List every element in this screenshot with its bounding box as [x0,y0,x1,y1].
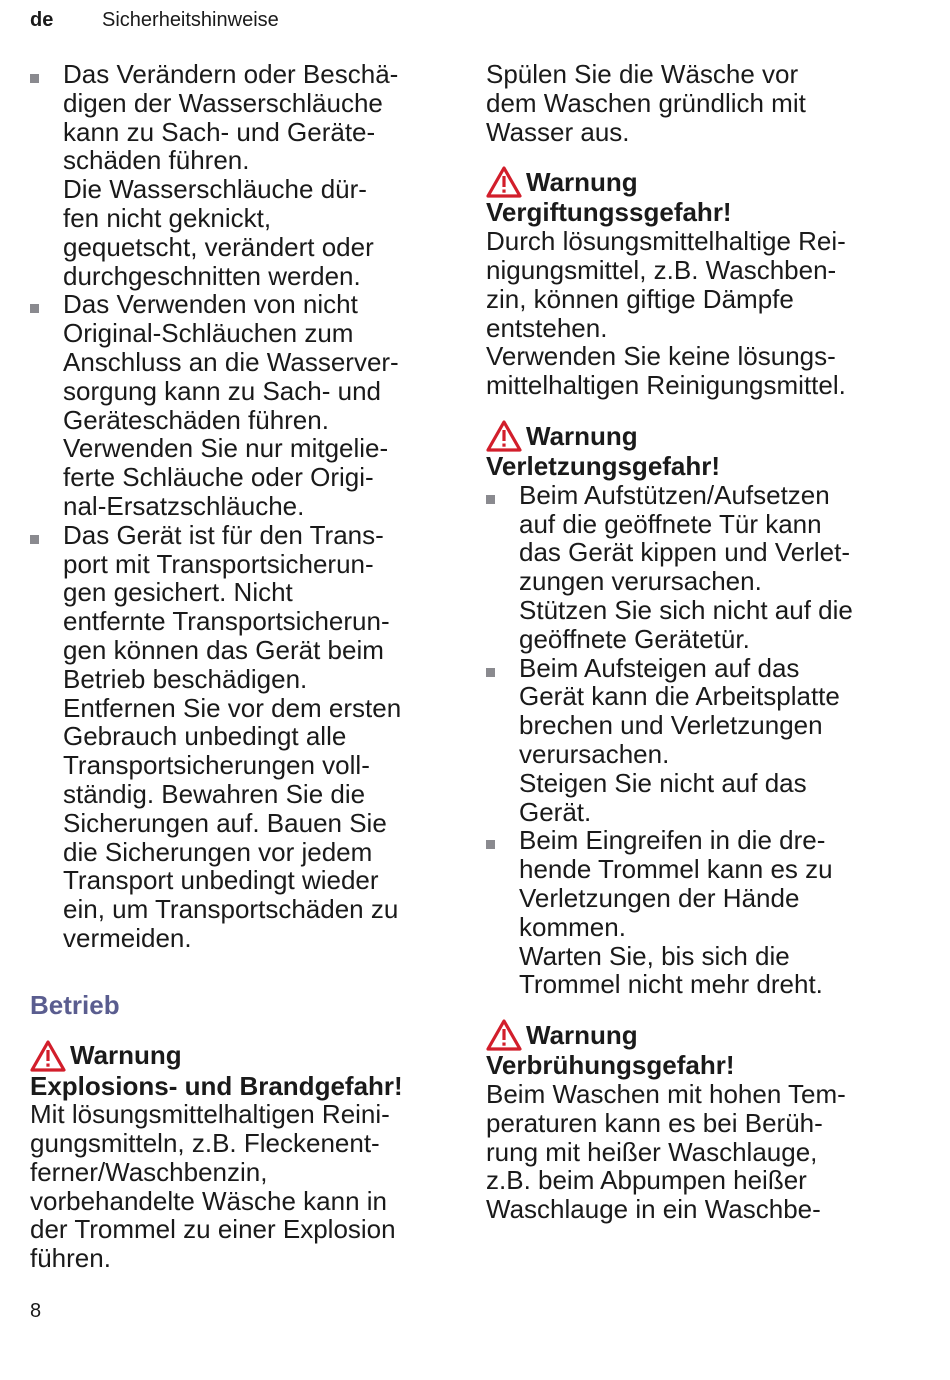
text-line: brechen und Verletzungen [519,710,823,741]
text-line: Transport unbedingt wieder [63,865,379,896]
hose-bullet-list [30,60,450,953]
warning-explosion [30,1040,450,1274]
page-number: 8 [30,1300,42,1322]
warning-label: Warnung [526,1019,638,1050]
warning-triangle-icon [486,166,522,198]
text-line: rung mit heißer Waschlauge, [486,1136,818,1167]
bullet-item [486,826,916,999]
text-line: Steigen Sie nicht auf das [519,767,807,798]
text-line: geöffnete Gerätetür. [519,623,750,654]
text-line: nigungsmittel, z.B. Waschben- [486,254,837,285]
text-line: Gerät. [519,796,592,827]
text-line: sorgung kann zu Sach- und [63,375,381,406]
text-line: schäden führen. [63,145,250,176]
text-line: ständig. Bewahren Sie die [63,778,366,809]
text-line: Verletzungen der Hände [519,882,800,913]
warning-text [30,1100,450,1273]
text-line: Gebrauch unbedingt alle [63,721,347,752]
warning-title [486,1019,916,1051]
text-line: vorbehandelte Wäsche kann in [30,1185,388,1216]
text-line: port mit Transportsicherun- [63,548,374,579]
text-line: fen nicht geknickt, [63,202,272,233]
text-line: zungen verursachen. [519,566,762,597]
bullet-item [30,60,450,290]
warning-injury [486,420,916,999]
text-line: Geräteschäden führen. [63,404,329,435]
warning-label: Warnung [526,420,638,451]
left-column [30,60,450,1273]
text-line: Das Verändern oder Beschä- [63,59,399,89]
text-line: durchgeschnitten werden. [63,260,361,291]
text-line: Beim Eingreifen in die dre- [519,825,826,856]
text-line: Entfernen Sie vor dem ersten [63,692,402,723]
text-line: vermeiden. [63,922,192,953]
text-line: z.B. beim Abpumpen heißer [486,1165,807,1196]
text-line: Wasser aus. [486,116,630,147]
warning-text [486,1080,916,1224]
text-line: Transportsicherungen voll- [63,750,370,781]
warning-subtitle: Verbrühungsgefahr! [486,1050,735,1081]
text-line: ferner/Waschbenzin, [30,1156,268,1187]
warning-title [30,1040,450,1072]
warning-subtitle: Vergiftungssgefahr! [486,197,732,228]
text-line: mittelhaltigen Reinigungsmittel. [486,370,846,401]
text-line: Beim Waschen mit hohen Tem- [486,1078,846,1109]
text-line: Warten Sie, bis sich die [519,940,790,971]
text-line: die Sicherungen vor jedem [63,836,373,867]
warning-label: Warnung [526,166,638,197]
text-line: verursachen. [519,738,670,769]
text-line: hende Trommel kann es zu [519,854,833,885]
text-line: Verwenden Sie nur mitgelie- [63,433,389,464]
text-line: das Gerät kippen und Verlet- [519,537,850,568]
text-line: ein, um Transportschäden zu [63,894,399,925]
text-line: Das Gerät ist für den Trans- [63,519,384,550]
text-line: gen gesichert. Nicht [63,577,293,608]
text-line: auf die geöffnete Tür kann [519,508,822,539]
text-line: gungsmitteln, z.B. Fleckenent- [30,1128,380,1159]
text-line: führen. [30,1243,111,1274]
text-line: Anschluss an die Wasserver- [63,346,399,377]
text-line: ferte Schläuche oder Origi- [63,462,374,493]
text-line: dem Waschen gründlich mit [486,87,806,118]
warning-scalding [486,1019,916,1224]
warning-triangle-icon [486,420,522,452]
warning-title [486,420,916,452]
warning-subtitle: Explosions- und Brandgefahr! [30,1070,403,1101]
warning-subtitle: Verletzungsgefahr! [486,450,721,481]
section-title: Sicherheitshinweise [102,9,279,31]
text-line: Die Wasserschläuche dür- [63,174,367,205]
text-line: Sicherungen auf. Bauen Sie [63,807,387,838]
rinse-paragraph [486,60,916,146]
text-line: der Trommel zu einer Explosion [30,1214,396,1245]
language-code: de [30,9,54,31]
text-line: Spülen Sie die Wäsche vor [486,59,799,89]
bullet-item [30,521,450,953]
warning-text [486,227,916,400]
page-header [30,8,279,32]
right-column [486,60,916,1224]
text-line: gequetscht, verändert oder [63,231,374,262]
injury-bullet-list [486,481,916,999]
text-line: peraturen kann es bei Berüh- [486,1107,823,1138]
text-line: nal-Ersatzschläuche. [63,490,305,521]
text-line: Mit lösungsmittelhaltigen Reini- [30,1099,390,1130]
text-line: Beim Aufstützen/Aufsetzen [519,479,830,510]
warning-triangle-icon [30,1040,66,1072]
warning-triangle-icon [486,1019,522,1051]
text-line: Original-Schläuchen zum [63,318,354,349]
text-line: Gerät kann die Arbeitsplatte [519,681,840,712]
bullet-item [30,290,450,520]
text-line: Das Verwenden von nicht [63,289,358,320]
text-line: Verwenden Sie keine lösungs- [486,341,836,372]
text-line: Trommel nicht mehr dreht. [519,969,823,1000]
text-line: entstehen. [486,312,608,343]
section-heading-betrieb: Betrieb [30,989,120,1020]
text-line: Waschlauge in ein Waschbe- [486,1194,821,1225]
warning-title [486,166,916,198]
text-line: gen können das Gerät beim [63,634,384,665]
text-line: Betrieb beschädigen. [63,663,308,694]
text-line: kommen. [519,911,626,942]
text-line: zin, können giftige Dämpfe [486,283,794,314]
text-line: Durch lösungsmittelhaltige Rei- [486,226,846,257]
bullet-item [486,654,916,827]
warning-poisoning [486,166,916,400]
text-line: entfernte Transportsicherun- [63,606,390,637]
text-line: kann zu Sach- und Geräte- [63,116,376,147]
text-line: digen der Wasserschläuche [63,87,383,118]
text-line: Beim Aufsteigen auf das [519,652,800,683]
text-line: Stützen Sie sich nicht auf die [519,594,853,625]
warning-label: Warnung [70,1040,182,1071]
bullet-item [486,481,916,654]
